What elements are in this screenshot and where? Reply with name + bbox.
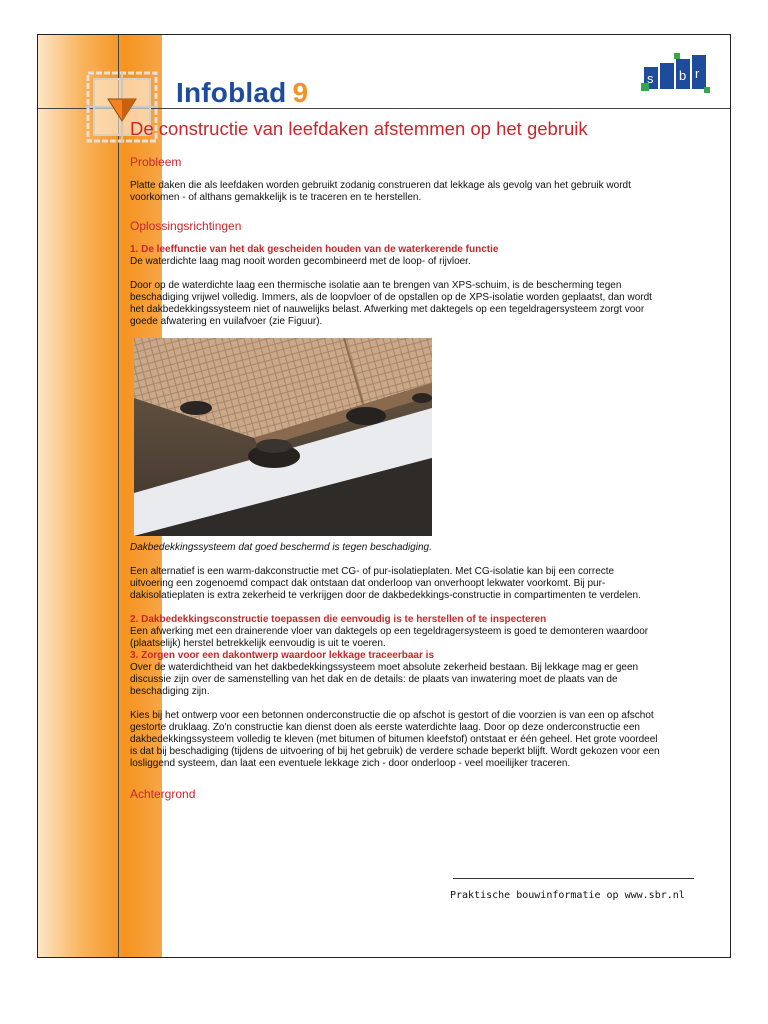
article-body <box>130 118 660 800</box>
heading-oplossingsrichtingen: Oplossingsrichtingen <box>130 219 242 233</box>
footer-text: Praktische bouwinformatie op www.sbr.nl <box>450 890 685 901</box>
infoblad-title <box>176 77 308 109</box>
article-title: De constructie van leefdaken afstemmen op het gebruik <box>130 118 588 139</box>
subheading-1: 1. De leeffunctie van het dak gescheiden houden van de waterkerende functie <box>130 244 499 255</box>
subheading-3: 3. Zorgen voor een dakontwerp waardoor lekkage traceerbaar is <box>130 650 434 661</box>
subheading-3-text: Over de waterdichtheid van het dakbedekkingssysteem moet absolute zekerheid bestaan. Bij lekkage mag er geen discussie zijn over de samenstelling van het dak en de details: de plaats van inwatering moet de plaats van de beschadiging zijn. <box>130 662 639 697</box>
probleem-text: Platte daken die als leefdaken worden gebruikt zodanig construeren dat lekkage als gevolg van het gebruik wordt voorkomen - of althans gemakkelijk is te traceren en te herstellen. <box>130 180 631 203</box>
sbr-logo <box>638 53 718 99</box>
sbr-logo-b: b <box>679 68 687 83</box>
xps-paragraph: Door op de waterdichte laag een thermische isolatie aan te brengen van XPS-schuim, is de bescherming tegen beschadiging vrijwel volledig. Immers, als de loopvloer of de opstallen op de XPS-isolatie worden geplaatst, dan wordt het dakbedekkingssysteem niet of nauwelijks belast. Afwerking met daktegels op een tegeldragersysteem zorgt voor goede afwatering en vuilafvoer (zie Figuur). <box>130 280 652 327</box>
vertical-rule <box>118 35 119 957</box>
subheading-2-text: Een afwerking met een drainerende vloer van daktegels op een tegeldragersysteem is goed te demonteren waardoor (plaatselijk) herstel betrekkelijk eenvoudig is uit te voeren. <box>130 626 649 649</box>
sbr-logo-r: r <box>695 66 700 81</box>
betonnen-paragraph: Kies bij het ontwerp voor een betonnen onderconstructie die op afschot is gestort of die voorzien is van een op afschot gestorte druklaag. Zo'n constructie kan dienst doen als eerste waterdichte laag. Door op deze onderconstructie een dakbedekkingssysteem volledig te kleven (met bitumen of bitumen kleefstof) ontstaat er één geheel. Het grote voordeel is dat bij beschadiging (tijdens de uitvoering of bij het gebruik) de verdere schade beperkt blijft. Wordt gekozen voor een losliggend systeem, dan laat een eventuele lekkage zich - door onderloop - veel moeilijker traceren. <box>130 710 660 769</box>
sbr-logo-s: s <box>647 71 654 86</box>
infoblad-number: 9 <box>292 77 309 108</box>
alternatief-paragraph: Een alternatief is een warm-dakconstructie met CG- of pur-isolatieplaten. Met CG-isolatie kan bij een correcte uitvoering een zogenoemd compact dak ontstaan dat onderloop van onverhoopt lekwater voorkomt. Bij pur-dakisolatieplaten is extra zekerheid te verkrijgen door de dakbedekkings-constructie in compartimenten te verdelen. <box>130 566 641 601</box>
photo-caption: Dakbedekkingssysteem dat goed beschermd is tegen beschadiging. <box>130 542 432 553</box>
subheading-1-text: De waterdichte laag mag nooit worden gecombineerd met de loop- of rijvloer. <box>130 256 471 267</box>
subheading-2: 2. Dakbedekkingsconstructie toepassen die eenvoudig is te herstellen of te inspecteren <box>130 614 547 625</box>
infoblad-label: Infoblad <box>176 77 287 108</box>
heading-probleem: Probleem <box>130 155 182 169</box>
roof-tile-pedestal-photo <box>134 338 432 536</box>
heading-achtergrond: Achtergrond <box>130 787 196 801</box>
footer-rule <box>453 878 694 879</box>
